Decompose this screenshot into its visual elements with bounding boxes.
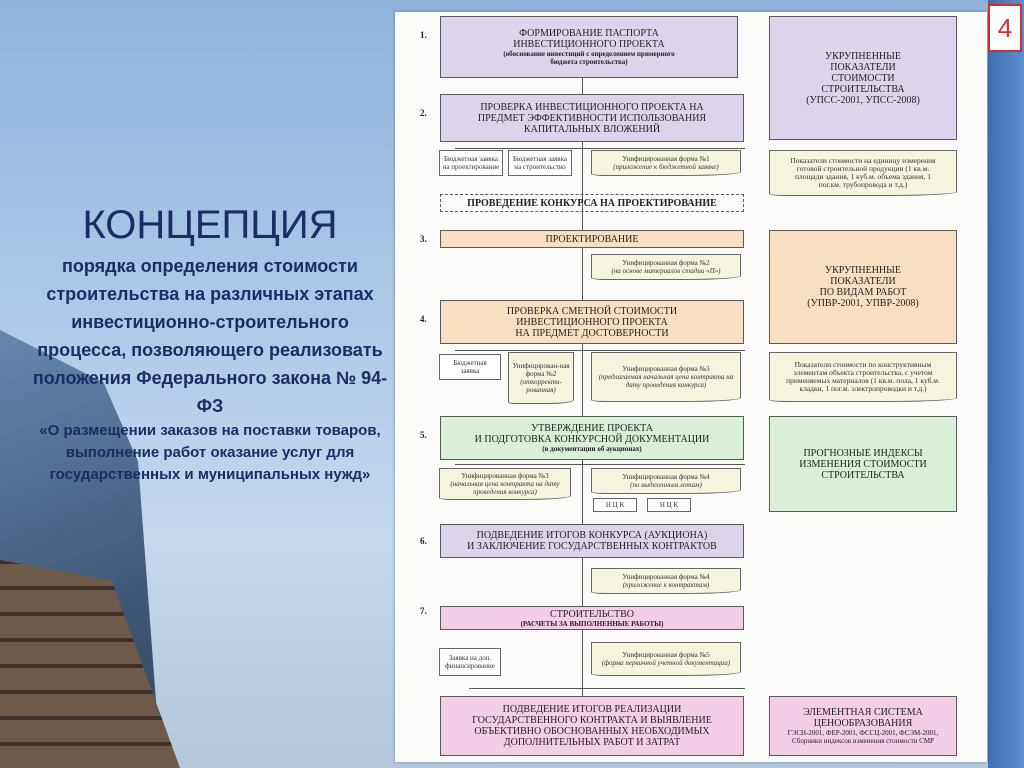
- nck-label-1: Н Ц К: [593, 498, 637, 512]
- step-5-line-1: УТВЕРЖДЕНИЕ ПРОЕКТА: [531, 423, 653, 434]
- unified-form-4-contracts-title: Унифицированная форма №4: [622, 573, 710, 581]
- unified-form-1-doc: [591, 150, 741, 176]
- step-6-box: [440, 524, 744, 558]
- unified-form-1-title: Унифицированная форма №1: [622, 155, 710, 163]
- unified-form-2-note: (на основе материалов стадии «П»): [611, 267, 721, 275]
- step-1-line-1: ФОРМИРОВАНИЕ ПАСПОРТА: [519, 28, 659, 39]
- unified-form-5-title: Унифицированная форма №5: [622, 651, 710, 659]
- side-2-line-4: пог.км. трубопровода и т.д.): [818, 180, 908, 189]
- step-1-line-4: бюджета строительства): [550, 58, 628, 66]
- unified-form-3-title: Унифицированная форма №3: [622, 365, 710, 373]
- side-3-line-2: ПОКАЗАТЕЛИ: [830, 276, 896, 287]
- step-7-line-2: (РАСЧЕТЫ ЗА ВЫПОЛНЕННЫЕ РАБОТЫ): [520, 619, 664, 628]
- side-5-line-3: СТРОИТЕЛЬСТВА: [821, 469, 905, 481]
- step-number-6: 6.: [420, 536, 427, 546]
- side-2-line-3: площади здания, 1 куб.м. объема здания, 1: [795, 172, 931, 181]
- step-1-box: [440, 16, 738, 78]
- additional-funding-line-1: Заявка на доп.: [448, 654, 492, 662]
- unified-form-4-contracts-doc: [591, 568, 741, 594]
- additional-funding-request-doc: [439, 648, 501, 676]
- side-3-line-1: УКРУПНЕННЫЕ: [825, 265, 901, 276]
- step-2-branch-line: [455, 148, 745, 149]
- step-2-line-1: ПРОВЕРКА ИНВЕСТИЦИОННОГО ПРОЕКТА НА: [480, 101, 704, 113]
- side-forecast-indices-box: [769, 416, 957, 512]
- final-step-line-1: ПОДВЕДЕНИЕ ИТОГОВ РЕАЛИЗАЦИИ: [502, 704, 682, 715]
- step-1-line-2: ИНВЕСТИЦИОННОГО ПРОЕКТА: [513, 39, 665, 50]
- step-2-line-2: ПРЕДМЕТ ЭФФЕКТИВНОСТИ ИСПОЛЬЗОВАНИЯ: [477, 112, 707, 124]
- final-step-line-4: ДОПОЛНИТЕЛЬНЫХ РАБОТ И ЗАТРАТ: [503, 737, 681, 748]
- unified-form-2-doc: [591, 254, 741, 280]
- side-1-line-3: СТОИМОСТИ: [831, 72, 895, 84]
- additional-funding-line-2: финансирование: [445, 662, 495, 670]
- concept-title: КОНЦЕПЦИЯ: [82, 203, 338, 247]
- step-4-line-1: ПРОВЕРКА СМЕТНОЙ СТОИМОСТИ: [506, 305, 678, 317]
- side-6-line-4: Сборники индексов изменения стоимости СМР: [792, 737, 934, 745]
- unified-form-5-note: (форма первичной учетной документации): [601, 659, 731, 667]
- budget-request-design-line-2: на проектирование: [442, 163, 500, 171]
- side-unit-cost-doc: [769, 150, 957, 196]
- step-5-box: [440, 416, 744, 460]
- step-1-line-3: (обоснование инвестиций с определением примерного: [503, 50, 675, 58]
- side-element-cost-doc: [769, 352, 957, 402]
- unified-form-2-corrected-doc: [508, 352, 574, 404]
- side-6-line-2: ЦЕНООБРАЗОВАНИЯ: [813, 718, 913, 729]
- main-connector-line: [582, 78, 583, 698]
- final-step-line-2: ГОСУДАРСТВЕННОГО КОНТРАКТА И ВЫЯВЛЕНИЕ: [472, 715, 712, 726]
- unified-form-3-initial-note: (начальная цена контракта на дату проведения конкурса): [450, 480, 560, 496]
- step-number-4: 4.: [420, 314, 427, 324]
- side-2-line-1: Показатели стоимости на единицу измерения: [790, 156, 936, 165]
- step-number-1: 1.: [420, 30, 427, 40]
- side-6-line-3: ГЭСН-2001, ФЕР-2001, ФССЦ-2001, ФСЭМ-2001,: [787, 729, 939, 737]
- side-2-line-2: готовой строительной продукции (1 кв.м.: [796, 164, 930, 173]
- page-number: 4: [988, 4, 1022, 52]
- step-5-line-2: И ПОДГОТОВКА КОНКУРСНОЙ ДОКУМЕНТАЦИИ: [474, 434, 710, 445]
- side-1-line-2: ПОКАЗАТЕЛИ: [830, 61, 896, 73]
- step-number-3: 3.: [420, 234, 427, 244]
- unified-form-2-corrected-note: (откорректи-рованная): [520, 378, 562, 394]
- unified-form-3-doc: [591, 352, 741, 402]
- final-step-box: [440, 696, 744, 756]
- side-5-line-1: ПРОГНОЗНЫЕ ИНДЕКСЫ: [803, 447, 923, 459]
- right-frame: [988, 0, 1024, 768]
- unified-form-4-lots-title: Унифицированная форма №4: [622, 473, 710, 481]
- step-7-line-1: СТРОИТЕЛЬСТВО: [550, 608, 634, 620]
- step-5-branch-line: [455, 464, 745, 465]
- step-2-box: [440, 94, 744, 142]
- step-4-branch-line: [455, 350, 745, 351]
- step-number-7: 7.: [420, 606, 427, 616]
- unified-form-4-lots-doc: [591, 468, 741, 494]
- left-title-block: [30, 200, 390, 486]
- concept-law-name: «О размещении заказов на поставки товаров, выполнение работ оказание услуг для государственных и муниципальных нужд»: [39, 422, 381, 483]
- unified-form-1-note: (приложение к бюджетной заявке): [613, 163, 719, 171]
- side-4-line-3: применяемых материалов (1 кв.м. пола, 1 куб.м.: [786, 376, 940, 385]
- budget-request-construction-doc: [508, 150, 572, 176]
- side-element-pricing-box: [769, 696, 957, 756]
- step-4-line-2: ИНВЕСТИЦИОННОГО ПРОЕКТА: [516, 316, 668, 328]
- side-1-line-1: УКРУПНЕННЫЕ: [825, 50, 901, 62]
- budget-request-doc: [439, 354, 501, 380]
- budget-request-line-1: Бюджетная: [453, 359, 487, 367]
- unified-form-4-contracts-note: (приложение к контрактам): [622, 581, 710, 589]
- step-6-line-1: ПОДВЕДЕНИЕ ИТОГОВ КОНКУРСА (АУКЦИОНА): [476, 530, 708, 541]
- side-work-type-indicators-box: [769, 230, 957, 344]
- step-number-5: 5.: [420, 430, 427, 440]
- side-1-line-4: СТРОИТЕЛЬСТВА: [821, 83, 905, 95]
- unified-form-4-lots-note: (по выделенным лотам): [630, 481, 702, 489]
- concept-subtitle: порядка определения стоимости строительства на различных этапах инвестиционно-строительного процесса, позволяющего реализовать положения Федерального закона № 94-ФЗ: [32, 256, 388, 416]
- step-7-branch-line: [469, 688, 745, 689]
- flowchart-sheet: [395, 12, 987, 762]
- design-competition-box: [440, 194, 744, 212]
- design-competition-label: ПРОВЕДЕНИЕ КОНКУРСА НА ПРОЕКТИРОВАНИЕ: [467, 197, 717, 209]
- side-3-line-4: (УПВР-2001, УПВР-2008): [807, 298, 919, 309]
- budget-request-construction-line-1: Бюджетная заявка: [513, 155, 567, 163]
- side-3-line-3: ПО ВИДАМ РАБОТ: [819, 287, 907, 298]
- budget-request-design-line-1: Бюджетная заявка: [444, 155, 498, 163]
- step-7-box: [440, 606, 744, 630]
- side-aggregated-indicators-box: [769, 16, 957, 140]
- step-number-2: 2.: [420, 108, 427, 118]
- unified-form-3-initial-doc: [439, 468, 571, 500]
- step-4-line-3: НА ПРЕДМЕТ ДОСТОВЕРНОСТИ: [515, 327, 669, 339]
- nck-label-2: Н Ц К: [647, 498, 691, 512]
- step-2-line-3: КАПИТАЛЬНЫХ ВЛОЖЕНИЙ: [523, 123, 661, 135]
- budget-request-design-doc: [439, 150, 503, 176]
- budget-request-construction-line-2: на строительство: [514, 163, 566, 171]
- final-step-line-3: ОБЪЕКТИВНО ОБОСНОВАННЫХ НЕОБХОДИМЫХ: [474, 726, 710, 737]
- step-4-box: [440, 300, 744, 344]
- step-6-line-2: И ЗАКЛЮЧЕНИЕ ГОСУДАРСТВЕННЫХ КОНТРАКТОВ: [467, 541, 717, 552]
- unified-form-2-title: Унифицированная форма №2: [622, 259, 710, 267]
- unified-form-5-doc: [591, 642, 741, 676]
- unified-form-3-note: (предлагаемая начальная цена контракта на дату проведения конкурса): [598, 373, 734, 389]
- step-3-label: ПРОЕКТИРОВАНИЕ: [545, 233, 639, 245]
- side-4-line-1: Показатели стоимости по конструктивным: [794, 360, 932, 369]
- step-5-line-3: (в документации об аукционах): [542, 445, 642, 453]
- side-5-line-2: ИЗМЕНЕНИЯ СТОИМОСТИ: [799, 458, 927, 470]
- side-4-line-4: кладки, 1 пог.м. электропроводки и т.д.): [799, 384, 927, 393]
- unified-form-2-corrected-title: Унифицирован-ная форма №2: [512, 362, 570, 378]
- side-4-line-2: элементам объекта строительства, с учетом: [793, 368, 933, 377]
- budget-request-line-2: заявка: [460, 367, 480, 375]
- side-1-line-5: (УПСС-2001, УПСС-2008): [806, 94, 920, 106]
- step-3-box: [440, 230, 744, 248]
- unified-form-3-initial-title: Унифицированная форма №3: [461, 472, 549, 480]
- side-6-line-1: ЭЛЕМЕНТНАЯ СИСТЕМА: [803, 707, 923, 718]
